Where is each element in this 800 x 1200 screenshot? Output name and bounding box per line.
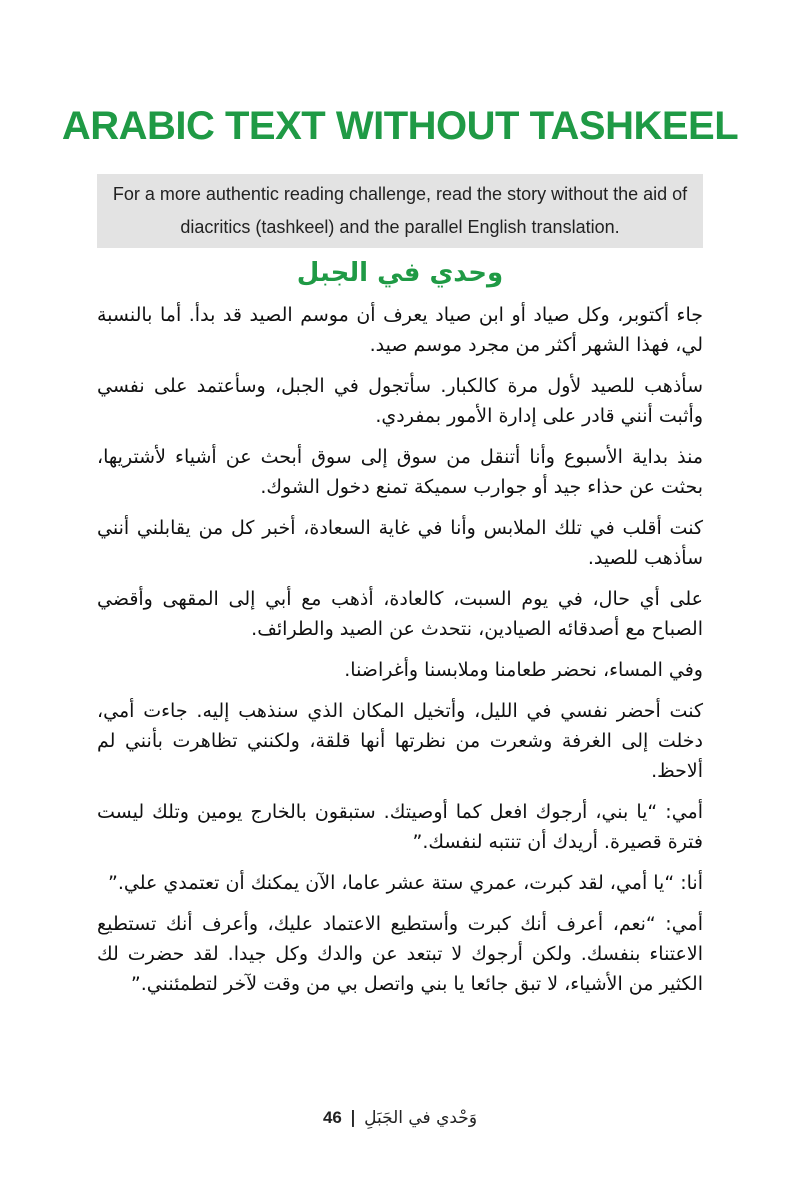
story-paragraph: منذ بداية الأسبوع وأنا أتنقل من سوق إلى سوق أبحث عن أشياء لأشتريها، بحثت عن حذاء جيد أو جوارب سميكة تمنع دخول الشوك. [97, 446, 703, 498]
footer-book-title: وَحْدي في الجَبَلِ [364, 1108, 478, 1128]
story-title: وحدي في الجبل [296, 258, 504, 288]
story-paragraph: كنت أقلب في تلك الملابس وأنا في غاية السعادة، أخبر كل من يقابلني أنني سأذهب للصيد. [97, 517, 703, 569]
footer-separator: | [349, 1108, 357, 1128]
story-paragraph: أمي: “نعم، أعرف أنك كبرت وأستطيع الاعتماد عليك، وأعرف أنك تستطيع الاعتناء بنفسك. ولكن أرجوك لا تبتعد عن والدك وكل جيدا. لقد حضرت لك الكثير من الأشياء، لا تبق جائعا يا بني واتصل بي من وقت لآخر لتطمئنني.” [97, 913, 703, 995]
intro-text: For a more authentic reading challenge, read the story without the aid of diacritics (tashkeel) and the parallel English translation. [112, 184, 688, 237]
story-paragraph: وفي المساء، نحضر طعامنا وملابسنا وأغراضنا. [344, 659, 703, 681]
page-footer [0, 1108, 800, 1128]
story-paragraph: جاء أكتوبر، وكل صياد أو ابن صياد يعرف أن موسم الصيد قد بدأ. أما بالنسبة لي، فهذا الشهر أكثر من مجرد موسم صيد. [97, 304, 703, 356]
story-paragraph: أنا: “يا أمي، لقد كبرت، عمري ستة عشر عاما، الآن يمكنك أن تعتمدي علي.” [108, 872, 703, 894]
story-paragraph: كنت أحضر نفسي في الليل، وأتخيل المكان الذي سنذهب إليه. جاءت أمي، دخلت إلى الغرفة وشعرت من نظرتها أنها قلقة، ولكنني تظاهرت بأنني لم ألاحظ. [97, 700, 703, 782]
story-body [97, 300, 703, 1010]
page-number: 46 [322, 1108, 342, 1127]
story-paragraph: على أي حال، في يوم السبت، كالعادة، أذهب مع أبي إلى المقهى وأقضي الصباح مع أصدقائه الصيادين، نتحدث عن الصيد والطرائف. [97, 588, 703, 640]
page-heading: ARABIC TEXT WITHOUT TASHKEEL [61, 104, 739, 148]
intro-box [97, 174, 703, 248]
story-paragraph: سأذهب للصيد لأول مرة كالكبار. سأتجول في الجبل، وسأعتمد على نفسي وأثبت أنني قادر على إدارة الأمور بمفردي. [97, 375, 703, 427]
story-paragraph: أمي: “يا بني، أرجوك افعل كما أوصيتك. ستبقون بالخارج يومين وتلك ليست فترة قصيرة. أريدك أن تنتبه لنفسك.” [97, 801, 703, 853]
